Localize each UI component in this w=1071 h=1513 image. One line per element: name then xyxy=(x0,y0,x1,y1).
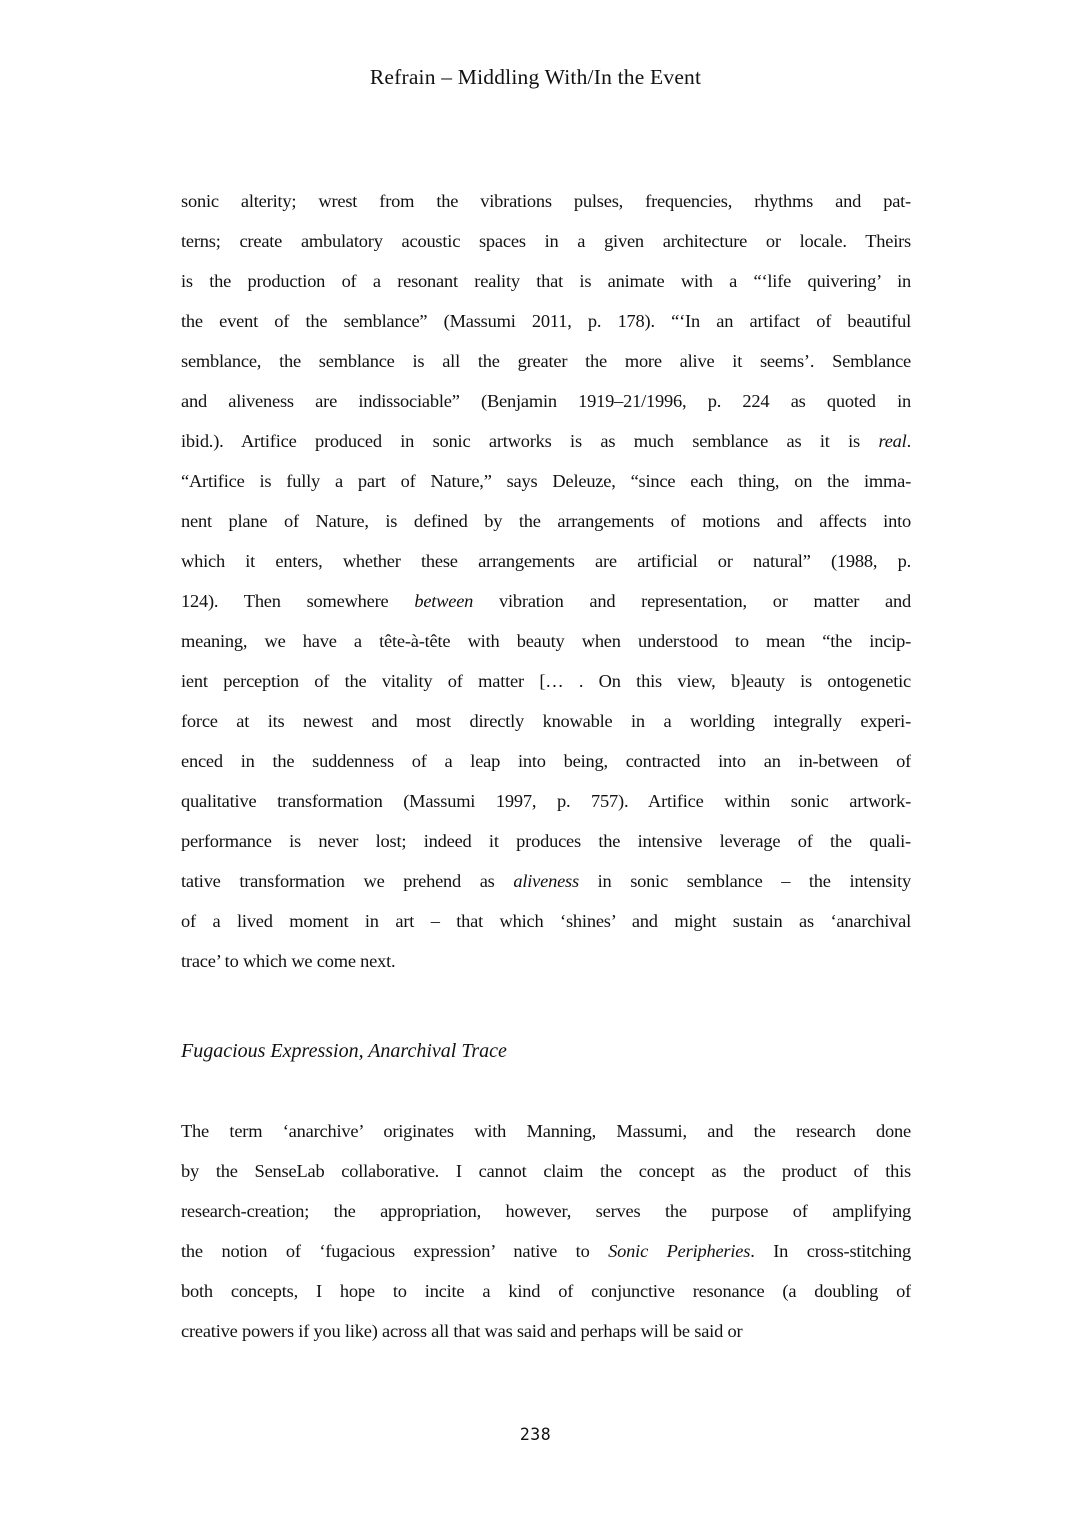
text-line: meaning, we have a tête-à-tête with beauty when understood to mean “the incip- xyxy=(181,631,911,651)
paragraph-sonic-alterity xyxy=(181,181,911,981)
text-line: both concepts, I hope to incite a kind of conjunctive resonance (a doubling of xyxy=(181,1281,911,1301)
text-line: the notion of ‘fugacious expression’ native to Sonic Peripheries. In cross-stitching xyxy=(181,1241,911,1261)
text-line: nent plane of Nature, is defined by the arrangements of motions and affects into xyxy=(181,511,911,531)
paragraph-anarchival-trace xyxy=(181,1111,911,1351)
text-line: by the SenseLab collaborative. I cannot claim the concept as the product of this xyxy=(181,1161,911,1181)
text-line: qualitative transformation (Massumi 1997, p. 757). Artifice within sonic artwork- xyxy=(181,791,911,811)
page-body xyxy=(181,181,911,1351)
text-line: ient perception of the vitality of matter [… . On this view, b]eauty is ontogenetic xyxy=(181,671,911,691)
text-line: the event of the semblance” (Massumi 2011, p. 178). “‘In an artifact of beautiful xyxy=(181,311,911,331)
text-line: 124). Then somewhere between vibration and representation, or matter and xyxy=(181,591,911,611)
text-line: The term ‘anarchive’ originates with Manning, Massumi, and the research done xyxy=(181,1121,911,1141)
text-line: creative powers if you like) across all that was said and perhaps will be said or xyxy=(181,1321,743,1341)
text-line: is the production of a resonant reality that is animate with a “‘life quivering’ in xyxy=(181,271,911,291)
running-header: Refrain – Middling With/In the Event xyxy=(369,65,702,89)
text-line: trace’ to which we come next. xyxy=(181,951,396,971)
text-line: tative transformation we prehend as aliveness in sonic semblance – the intensity xyxy=(181,871,911,891)
text-line: force at its newest and most directly knowable in a worlding integrally experi- xyxy=(181,711,911,731)
text-line: and aliveness are indissociable” (Benjamin 1919–21/1996, p. 224 as quoted in xyxy=(181,391,911,411)
text-line: performance is never lost; indeed it produces the intensive leverage of the quali- xyxy=(181,831,911,851)
text-line: sonic alterity; wrest from the vibrations pulses, frequencies, rhythms and pat- xyxy=(181,191,911,211)
text-line: ibid.). Artifice produced in sonic artworks is as much semblance as it is real. xyxy=(181,431,911,451)
text-line: “Artifice is fully a part of Nature,” says Deleuze, “since each thing, on the imma- xyxy=(181,471,911,491)
text-line: which it enters, whether these arrangements are artificial or natural” (1988, p. xyxy=(181,551,911,571)
text-line: terns; create ambulatory acoustic spaces in a given architecture or locale. Theirs xyxy=(181,231,911,251)
text-line: enced in the suddenness of a leap into being, contracted into an in-between of xyxy=(181,751,911,771)
page-number: 238 xyxy=(519,1425,552,1444)
text-line: semblance, the semblance is all the greater the more alive it seems’. Semblance xyxy=(181,351,911,371)
text-line: research-creation; the appropriation, however, serves the purpose of amplifying xyxy=(181,1201,911,1221)
section-heading: Fugacious Expression, Anarchival Trace xyxy=(181,1040,507,1062)
text-line: of a lived moment in art – that which ‘shines’ and might sustain as ‘anarchival xyxy=(181,911,911,931)
